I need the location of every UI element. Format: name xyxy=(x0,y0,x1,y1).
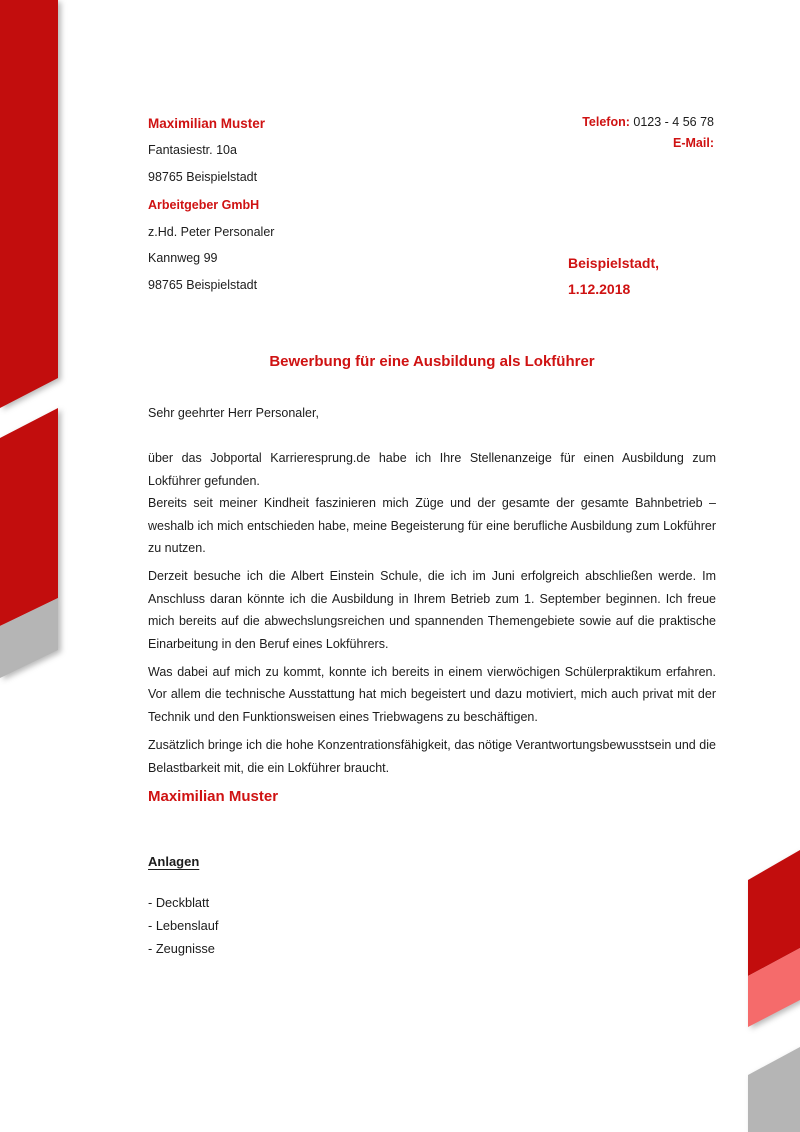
date-value: 1.12.2018 xyxy=(568,281,631,297)
email-label: E-Mail: xyxy=(673,136,714,150)
date-block xyxy=(568,250,659,302)
contact-block xyxy=(582,112,714,154)
recipient-address-block xyxy=(148,192,274,298)
attachments-heading: Anlagen xyxy=(148,854,200,870)
recipient-company: Arbeitgeber GmbH xyxy=(148,198,260,212)
date-place: Beispielstadt, xyxy=(568,255,660,271)
right-ribbon-gray-band xyxy=(748,1047,800,1132)
paragraph: über das Jobportal Karrieresprung.de habe ich Ihre Stellenanzeige für einen Ausbildung zum Lokführer gefunden. xyxy=(148,451,716,488)
recipient-street: Kannweg 99 xyxy=(148,251,218,265)
attachment-item: - Lebenslauf xyxy=(148,917,219,933)
left-ribbon-top-red-bar xyxy=(0,0,58,408)
left-ribbon xyxy=(0,0,58,678)
sender-name: Maximilian Muster xyxy=(148,116,266,131)
phone-line xyxy=(582,112,714,133)
attachment-item: - Zeugnisse xyxy=(148,940,215,956)
paragraph: Bereits seit meiner Kindheit faszinieren mich Züge und der gesamte der gesamte Bahnbetrieb – weshalb ich mich entschieden habe, meine Begeisterung für eine berufliche Ausbildung zum Lokführer zu nutzen. xyxy=(148,496,716,556)
attachments-list xyxy=(148,891,716,960)
signature-name: Maximilian Muster xyxy=(148,788,279,806)
recipient-city: 98765 Beispielstadt xyxy=(148,277,258,292)
attachment-item: - Deckblatt xyxy=(148,894,210,910)
attachments-section xyxy=(148,851,716,959)
sender-address-block xyxy=(148,110,265,191)
paragraph: Zusätzlich bringe ich die hohe Konzentrationsfähigkeit, das nötige Verantwortungsbewusstsein und die Belastbarkeit mit, die ein Lokführer braucht. xyxy=(148,738,716,775)
right-ribbon xyxy=(748,850,800,1132)
letter-body xyxy=(148,402,716,960)
paragraph: Was dabei auf mich zu kommt, konnte ich bereits in einem vierwöchigen Schülerpraktikum erfahren. Vor allem die technische Ausstattung hat mich begeistert und dazu motiviert, mich auch privat mit der Technik und den Funktionsweisen eines Triebwagens zu beschäftigen. xyxy=(148,665,716,724)
right-ribbon-red-band xyxy=(748,850,800,976)
recipient-attention: z.Hd. Peter Personaler xyxy=(148,224,275,239)
left-ribbon-gray-band xyxy=(0,598,58,678)
sender-city: 98765 Beispielstadt xyxy=(148,170,258,184)
subject-line: Bewerbung für eine Ausbildung als Lokführer xyxy=(269,353,595,370)
salutation: Sehr geehrter Herr Personaler, xyxy=(148,406,319,420)
phone-label: Telefon: xyxy=(582,115,630,129)
email-line xyxy=(582,133,714,154)
sender-street: Fantasiestr. 10a xyxy=(148,143,237,157)
left-ribbon-middle-red-band xyxy=(0,408,58,626)
paragraph: Derzeit besuche ich die Albert Einstein Schule, die ich im Juni erfolgreich abschließen werde. Im Anschluss daran könnte ich die Ausbildung in Ihrem Betrieb zum 1. September beginnen. Ich freue mich bereits auf die abwechslungsreichen und spannenden Themengebiete sowie auf die praktische Einarbeitung in den Beruf eines Lokführers. xyxy=(148,569,716,651)
phone-value: 0123 - 4 56 78 xyxy=(633,115,714,129)
right-ribbon-pink-band xyxy=(748,948,800,1027)
